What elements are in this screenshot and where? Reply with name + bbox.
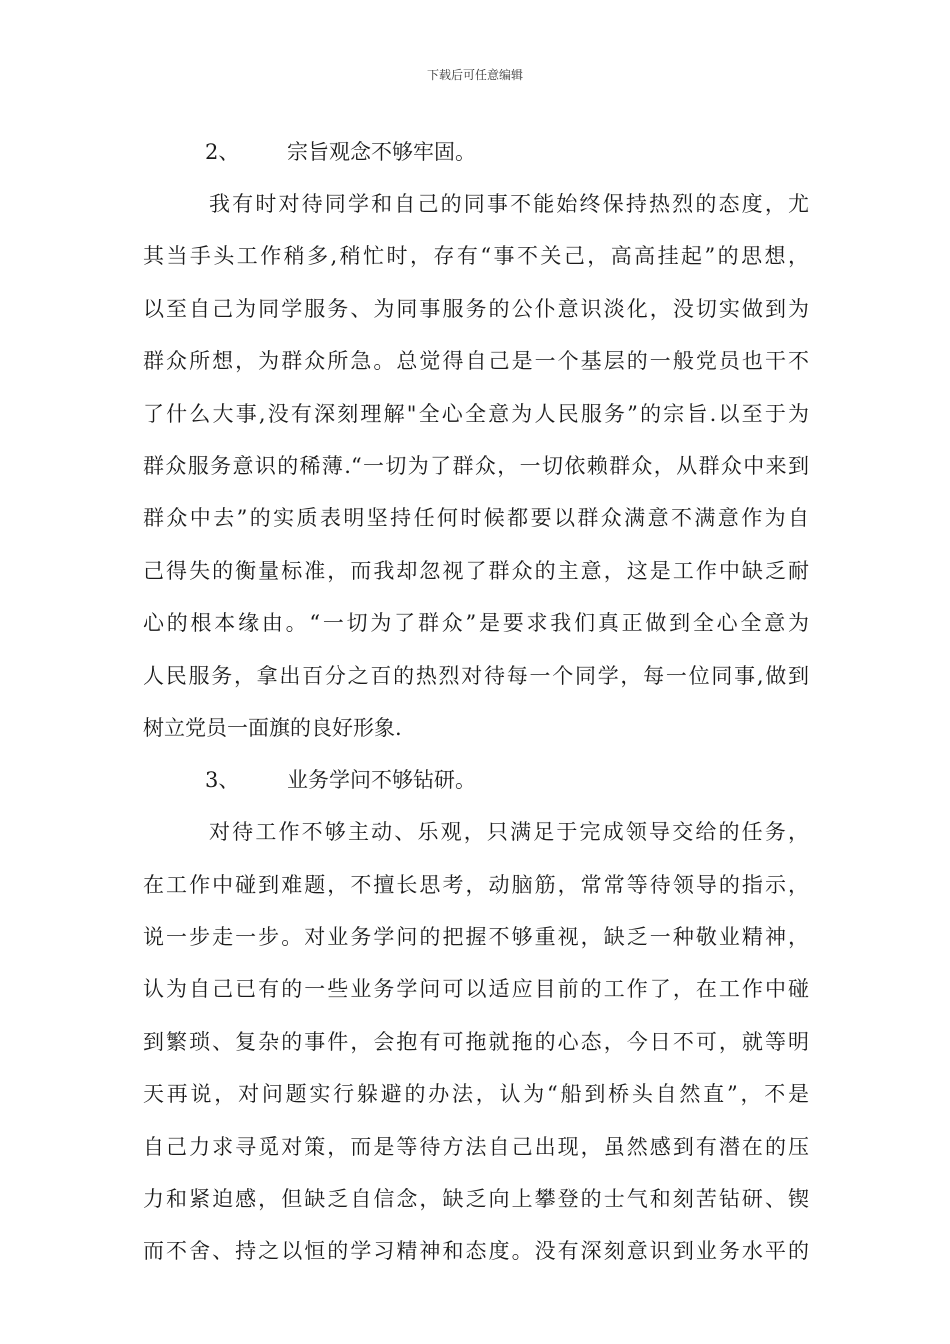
text-line: 其当手头工作稍多,稍忙时，存有“事不关己，高高挂起”的思想， [143,244,809,269]
text-line: 力和紧迫感，但缺乏自信念，缺乏向上攀登的士气和刻苦钻研、锲 [143,1187,809,1212]
section-title: 宗旨观念不够牢固。 [287,140,476,164]
paragraph [143,806,809,1278]
text-line: 我有时对待同学和自己的同事不能始终保持热烈的态度，尤 [209,192,809,216]
paragraph [143,178,809,754]
text-line: 到繁琐、复杂的事件，会抱有可拖就拖的心态，今日不可，就等明 [143,1029,809,1054]
page-header: 下载后可任意编辑 [426,68,523,82]
document-body [143,126,809,1278]
text-line: 己得失的衡量标准，而我却忽视了群众的主意，这是工作中缺乏耐 [143,558,809,583]
section-number: 2、 [205,140,240,164]
section-heading [143,754,809,806]
section-number: 3、 [205,768,240,793]
text-line: 了什么大事,没有深刻理解"全心全意为人民服务”的宗旨.以至于为 [143,401,809,426]
text-line: 以至自己为同学服务、为同事服务的公仆意识淡化，没切实做到为 [143,296,809,321]
text-line: 人民服务，拿出百分之百的热烈对待每一个同学，每一位同事,做到 [143,663,809,688]
text-line: 说一步走一步。对业务学问的把握不够重视，缺乏一种敬业精神， [143,925,809,950]
text-line: 而不舍、持之以恒的学习精神和态度。没有深刻意识到业务水平的 [143,1239,809,1264]
text-line: 对待工作不够主动、乐观，只满足于完成领导交给的任务， [209,820,809,845]
text-line: 心的根本缘由。“一切为了群众”是要求我们真正做到全心全意为 [143,611,809,636]
text-line: 自己力求寻觅对策，而是等待方法自己出现，虽然感到有潜在的压 [143,1134,809,1159]
section-title: 业务学问不够钻研。 [287,768,476,793]
text-line: 树立党员一面旗的良好形象. [143,715,402,740]
text-line: 在工作中碰到难题，不擅长思考，动脑筋，常常等待领导的指示， [143,872,809,897]
text-line: 群众中去”的实质表明坚持任何时候都要以群众满意不满意作为自 [143,506,809,531]
text-line: 群众所想，为群众所急。总觉得自己是一个基层的一般党员也干不 [143,349,809,374]
text-line: 天再说，对问题实行躲避的办法，认为“船到桥头自然直”，不是 [143,1082,809,1107]
text-line: 认为自己已有的一些业务学问可以适应目前的工作了，在工作中碰 [143,977,809,1002]
text-line: 群众服务意识的稀薄.“一切为了群众，一切依赖群众，从群众中来到 [143,453,809,478]
section-heading [143,126,809,178]
